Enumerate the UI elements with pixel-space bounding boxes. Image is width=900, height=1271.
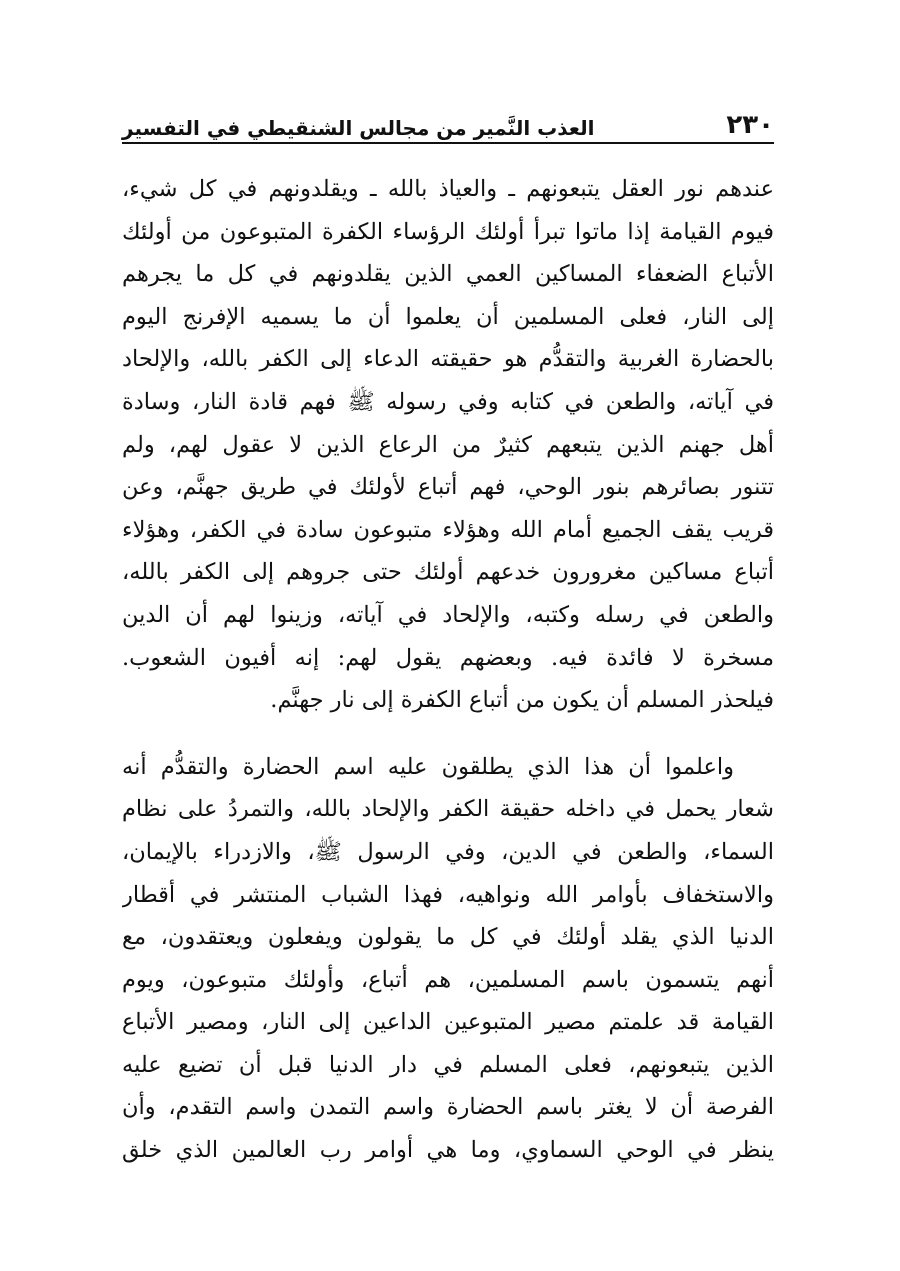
text-line: أهل جهنم الذين يتبعهم كثيرٌ من الرعاع الذين لا عقول لهم، ولم <box>122 431 774 458</box>
text-line: والاستخفاف بأوامر الله ونواهيه، فهذا الشباب المنتشر في أقطار <box>122 881 774 908</box>
paragraph-1 <box>122 168 774 722</box>
text-line: عندهم نور العقل يتبعونهم ـ والعياذ بالله ـ ويقلدونهم في كل شيء، <box>122 176 774 202</box>
book-title: العذب النَّمير من مجالس الشنقيطي في التفسير <box>122 116 595 140</box>
text-line: ينظر في الوحي السماوي، وما هي أوامر رب العالمين الذي خلق <box>122 1137 774 1164</box>
text-line: والطعن في رسله وكتبه، والإلحاد في آياته، وزينوا لهم أن الدين <box>122 601 774 628</box>
text-line: قريب يقف الجميع أمام الله وهؤلاء متبوعون سادة في الكفر، وهؤلاء <box>122 516 774 543</box>
text-line: شعار يحمل في داخله حقيقة الكفر والإلحاد بالله، والتمردُ على نظام <box>122 796 774 823</box>
text-line: أتباع مساكين مغرورون خدعهم أولئك حتى جروهم إلى الكفر بالله، <box>122 559 774 586</box>
body-text <box>122 168 774 1172</box>
text-line: السماء، والطعن في الدين، وفي الرسول ﷺ، والازدراء بالإيمان، <box>122 838 774 865</box>
text-line: الذين يتبعونهم، فعلى المسلم في دار الدنيا قبل أن تضيع عليه <box>122 1051 774 1078</box>
text-line: القيامة قد علمتم مصير المتبوعين الداعين إلى النار، ومصير الأتباع <box>122 1009 774 1036</box>
text-line: بالحضارة الغربية والتقدُّم هو حقيقته الدعاء إلى الكفر بالله، والإلحاد <box>122 346 774 373</box>
text-line: الدنيا الذي يقلد أولئك في كل ما يقولون ويفعلون ويعتقدون، مع <box>122 924 774 951</box>
text-line: الفرصة أن لا يغتر باسم الحضارة واسم التمدن واسم التقدم، وأن <box>122 1094 774 1121</box>
running-header <box>122 100 774 144</box>
text-line: واعلموا أن هذا الذي يطلقون عليه اسم الحضارة والتقدُّم أنه <box>122 753 734 780</box>
text-line: الأتباع الضعفاء المساكين العمي الذين يقلدونهم في كل ما يجرهم <box>122 261 774 288</box>
paragraph-2 <box>122 746 774 1172</box>
text-line: تتنور بصائرهم بنور الوحي، فهم أتباع لأولئك في طريق جهنَّم، وعن <box>122 474 774 501</box>
page-number: ٢٣٠ <box>726 110 774 140</box>
text-line: أنهم يتسمون باسم المسلمين، هم أتباع، وأولئك متبوعون، ويوم <box>122 966 774 993</box>
text-line: مسخرة لا فائدة فيه. وبعضهم يقول لهم: إنه أفيون الشعوب. <box>122 644 774 671</box>
book-page <box>122 100 774 1200</box>
text-line: إلى النار، فعلى المسلمين أن يعلموا أن ما يسميه الإفرنج اليوم <box>122 303 774 330</box>
text-line: فيلحذر المسلم أن يكون من أتباع الكفرة إلى نار جهنَّم. <box>270 687 774 714</box>
text-line: في آياته، والطعن في كتابه وفي رسوله ﷺ فهم قادة النار، وسادة <box>122 388 774 415</box>
text-line: فيوم القيامة إذا ماتوا تبرأ أولئك الرؤساء الكفرة المتبوعون من أولئك <box>122 218 774 245</box>
